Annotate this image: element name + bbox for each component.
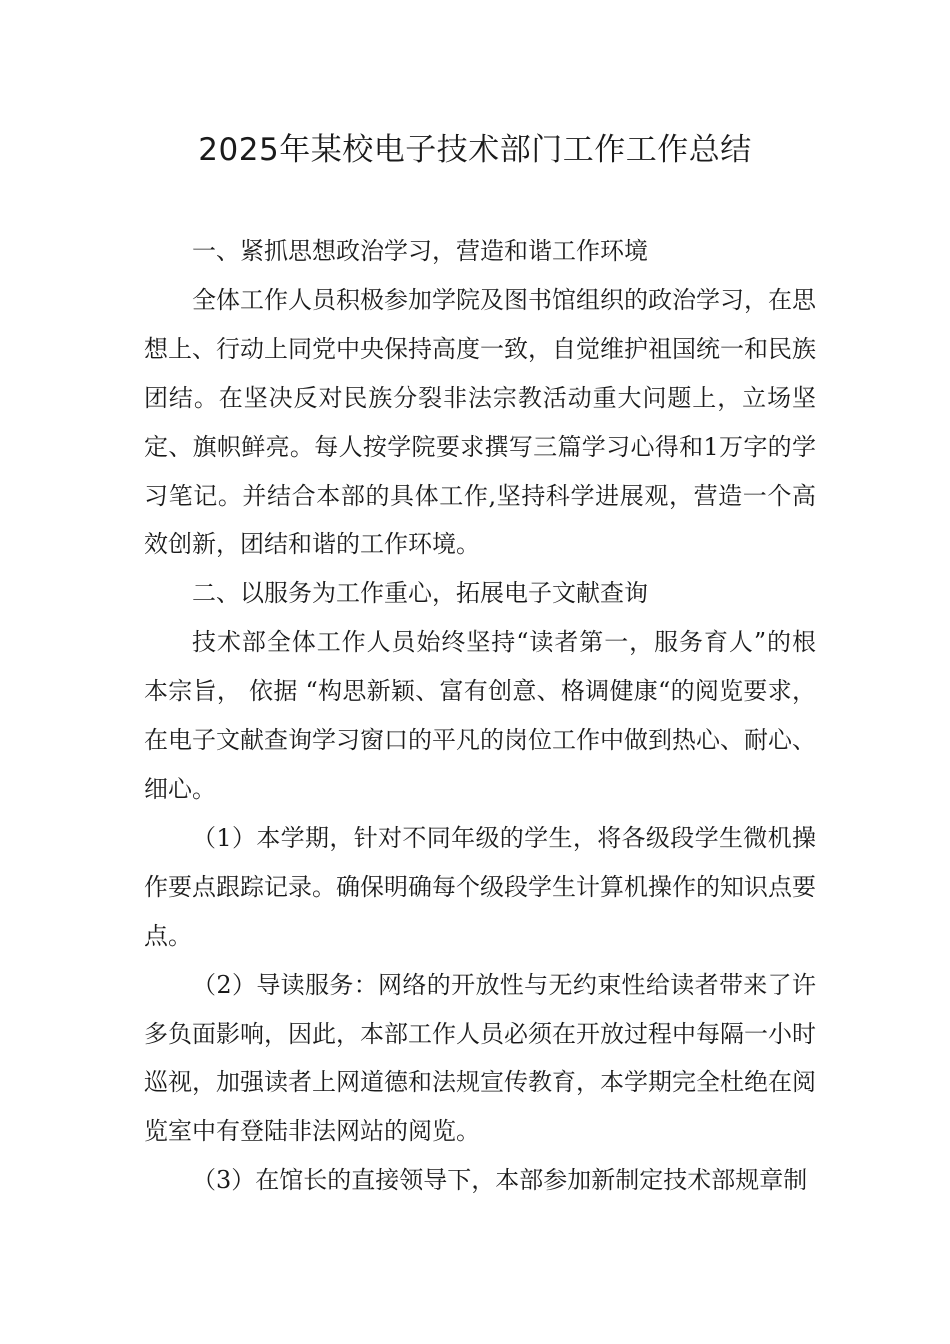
paragraph-1: 全体工作人员积极参加学院及图书馆组织的政治学习，在思想上、行动上同党中央保持高度一致，自觉维护祖国统一和民族团结。在坚决反对民族分裂非法宗教活动重大问题上，立场坚定、旗帜鲜亮。每人按学院要求撰写三篇学习心得和1万字的学习笔记。并结合本部的具体工作,坚持科学进展观，营造一个高效创新，团结和谐的工作环境。: [144, 285, 816, 559]
document-title: 2025年某校电子技术部门工作工作总结: [198, 132, 752, 168]
paragraph-2: 技术部全体工作人员始终坚持“读者第一，服务育人”的根本宗旨， 依据 “构思新颖、富有创意、格调健康“的阅览要求，在电子文献查询学习窗口的平凡的岗位工作中做到热心、耐心、细心。: [144, 628, 816, 803]
section-heading-1: 一、紧抓思想政治学习，营造和谐工作环境: [192, 237, 648, 265]
list-item-2: （2）导读服务：网络的开放性与无约束性给读者带来了许多负面影响，因此，本部工作人员必须在开放过程中每隔一小时巡视，加强读者上网道德和法规宣传教育，本学期完全杜绝在阅览室中有登陆非法网站的阅览。: [144, 970, 816, 1146]
list-item-1: （1）本学期，针对不同年级的学生，将各级段学生微机操作要点跟踪记录。确保明确每个级段学生计算机操作的知识点要点。: [144, 823, 816, 950]
document-body: [144, 227, 816, 1205]
section-heading-2: 二、以服务为工作重心，拓展电子文献查询: [192, 579, 648, 608]
list-item-3: （3）在馆长的直接领导下，本部参加新制定技术部规章制: [192, 1166, 808, 1195]
